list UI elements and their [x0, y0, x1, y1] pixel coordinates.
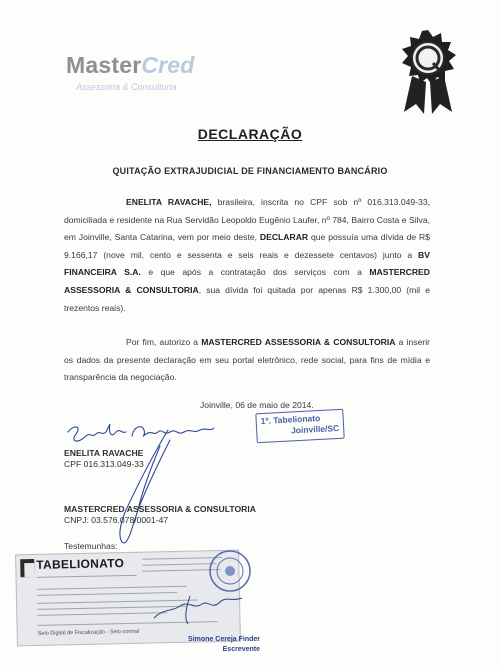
logo-cred-text: Cred — [141, 52, 195, 78]
signer-name: ENELITA RAVACHE — [64, 448, 144, 458]
escrevente-role: Escrevente — [222, 646, 260, 653]
document-title: DECLARAÇÃO — [197, 126, 303, 142]
declarant-signature-block — [64, 448, 144, 470]
declaration-paragraph — [64, 194, 430, 317]
paragraph-text: e que após a contratação dos serviços com a — [140, 267, 370, 278]
notary-text-line — [142, 563, 216, 566]
logo-tagline: Assessoria & Consultoria — [76, 82, 177, 92]
paragraph-text: que possuía uma dívida de R$ 9.166,17 (nove mil, cento e sessenta e seis reais e dezessete centavos) junto a — [64, 232, 430, 260]
escrevente-stamp — [180, 635, 260, 655]
stamp-line: 1º. Tabelionato — [260, 412, 321, 427]
logo-wordmark — [66, 52, 195, 78]
declarant-name: ENELITA RAVACHE, — [126, 197, 212, 207]
notary-text-line — [37, 575, 137, 578]
declare-keyword: DECLARAR — [259, 232, 309, 243]
stamp-line: Joinville/SC — [290, 422, 340, 436]
paragraph-text: , sua dívida foi quitada por apenas R$ 1.300,00 (mil e trezentos reais). — [64, 284, 430, 313]
paragraph-text: a inserir os dados da presente declaração em seu portal eletrônico, rede social, para fins de mídia e transparência da negociação. — [64, 337, 430, 383]
company-name: MASTERCRED ASSESSORIA & CONSULTORIA — [201, 337, 396, 347]
company-name: MASTERCRED ASSESSORIA & CONSULTORIA — [64, 267, 430, 295]
escrevente-name: Simone Cereja Finder — [188, 636, 260, 643]
place-and-date: Joinville, 06 de maio de 2014. — [200, 400, 314, 410]
company-cnpj: CNPJ: 03.576.078/0001-47 — [64, 515, 169, 525]
witnesses-label: Testemunhas: — [64, 541, 118, 551]
handwritten-signature — [60, 410, 220, 550]
notary-text-line — [37, 612, 167, 616]
signer-cpf: CPF 016.313.049-33 — [64, 459, 144, 469]
notary-signature — [150, 588, 250, 628]
company-signer-name: MASTERCRED ASSESSORIA & CONSULTORIA — [64, 504, 256, 514]
company-logo — [66, 52, 195, 92]
logo-master-text: Master — [66, 52, 142, 78]
tabelionato-stamp — [255, 409, 344, 444]
authorization-paragraph — [64, 334, 430, 387]
company-signature-block — [64, 504, 256, 526]
notary-title: TABELIONATO — [36, 556, 125, 572]
quality-seal-icon — [394, 28, 462, 114]
bank-name: BV FINANCEIRA S.A. — [64, 249, 430, 278]
notary-footer: Selo Digital de Fiscalização - Selo normal — [37, 628, 140, 637]
paragraph-text: brasileira, inscrita no CPF sob nº 016.313.049-33, domiciliada e residente na Rua Servidão Leopoldo Eugênio Laufer, nº 784, Bairro Costa e Silva, em Joinville, Santa Catarina, vem por meio deste, — [64, 197, 430, 243]
document-subtitle: QUITAÇÃO EXTRAJUDICIAL DE FINANCIAMENTO BANCÁRIO — [112, 166, 388, 176]
notary-logo-icon — [20, 559, 34, 577]
paragraph-text: Por fim, autorizo a — [126, 337, 202, 347]
